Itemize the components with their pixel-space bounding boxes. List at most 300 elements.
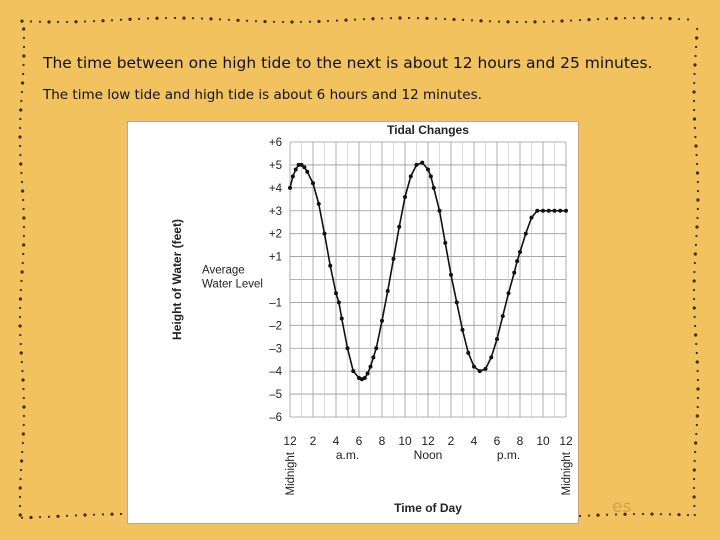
frame-dot [479, 19, 482, 22]
frame-dot [693, 117, 696, 120]
data-point [489, 355, 493, 359]
frame-dot [246, 20, 248, 22]
data-point [426, 168, 430, 172]
y-tick-label: +5 [268, 159, 282, 172]
frame-dot [696, 171, 699, 174]
frame-dot [66, 515, 68, 517]
data-point [478, 369, 482, 373]
data-point [337, 300, 341, 304]
frame-dot [155, 17, 158, 20]
data-point [294, 168, 298, 172]
frame-dot [642, 513, 644, 515]
frame-dot [692, 90, 695, 93]
frame-dot [695, 244, 697, 246]
frame-dot [300, 21, 302, 23]
chart-title: Tidal Changes [387, 123, 469, 137]
frame-dot [694, 460, 696, 462]
frame-dot [21, 370, 23, 372]
frame-dot [39, 516, 41, 518]
frame-dot [579, 515, 581, 517]
frame-dot [255, 20, 257, 22]
frame-dot [22, 54, 25, 57]
frame-dot [83, 513, 86, 516]
data-point [530, 216, 534, 220]
frame-dot [614, 17, 617, 20]
frame-dot [138, 18, 140, 20]
data-point [334, 291, 338, 295]
tidal-chart [128, 122, 578, 523]
data-point [524, 232, 528, 236]
data-point [443, 241, 447, 245]
frame-dot [533, 20, 536, 23]
frame-dot [694, 316, 696, 318]
frame-dot [102, 513, 104, 515]
frame-dot [74, 20, 77, 23]
frame-dot [309, 21, 311, 23]
frame-dot [19, 108, 22, 111]
frame-dot [579, 19, 581, 21]
data-point [374, 346, 378, 350]
frame-dot [693, 478, 695, 480]
data-point [305, 170, 309, 174]
frame-dot [506, 20, 509, 23]
y-tick-label: +4 [268, 182, 282, 195]
frame-dot [23, 46, 25, 48]
frame-dot [543, 21, 545, 23]
frame-dot [23, 235, 25, 237]
frame-dot [165, 17, 167, 19]
data-point [369, 365, 373, 369]
frame-dot [39, 21, 41, 23]
frame-dot [693, 289, 695, 291]
frame-dot [363, 18, 365, 20]
midnight-start-label: Midnight [285, 452, 297, 496]
frame-dot [19, 505, 21, 507]
frame-dot [22, 27, 25, 30]
frame-dot [19, 486, 22, 489]
frame-dot [22, 442, 24, 444]
frame-dot [696, 424, 698, 426]
frame-dot [471, 19, 473, 21]
frame-dot [20, 343, 22, 345]
data-point [409, 174, 413, 178]
data-point [291, 174, 295, 178]
frame-dot [696, 360, 699, 363]
frame-dot [596, 514, 599, 517]
frame-dot [693, 279, 696, 282]
frame-dot [633, 513, 635, 515]
frame-dot [694, 514, 696, 516]
frame-dot [22, 243, 25, 246]
frame-dot [19, 513, 22, 516]
frame-dot [19, 127, 21, 129]
frame-dot [498, 20, 500, 22]
data-point [512, 271, 516, 275]
watermark: es [612, 497, 632, 517]
frame-dot [19, 307, 21, 309]
data-point [535, 209, 539, 213]
frame-dot [23, 415, 25, 417]
frame-dot [660, 513, 662, 515]
frame-dot [21, 517, 23, 519]
frame-dot [697, 208, 699, 210]
frame-dot [693, 306, 696, 309]
x-tick-label: 12 [421, 434, 435, 448]
frame-dot [209, 17, 212, 20]
y-tick-label: Average [202, 264, 245, 277]
frame-dot [22, 405, 25, 408]
y-tick-label: +3 [268, 205, 282, 218]
data-point [386, 289, 390, 293]
frame-dot [110, 513, 113, 516]
frame-dot [693, 495, 696, 498]
frame-dot [693, 271, 695, 273]
frame-dot [22, 64, 24, 66]
frame-dot [128, 18, 131, 21]
frame-dot [228, 19, 230, 21]
y-axis-label: Height of Water (feet) [170, 219, 184, 340]
frame-dot [693, 82, 695, 84]
frame-dot [694, 136, 696, 138]
frame-dot [697, 397, 699, 399]
frame-dot [696, 387, 699, 390]
frame-dot [29, 516, 32, 519]
frame-dot [693, 100, 695, 102]
data-point [495, 337, 499, 341]
frame-dot [694, 144, 697, 147]
frame-dot [597, 18, 599, 20]
frame-dot [22, 73, 24, 75]
frame-dot [687, 18, 689, 20]
data-point [429, 174, 433, 178]
frame-dot [694, 333, 697, 336]
x-tick-label: 2 [309, 434, 317, 448]
frame-dot [19, 154, 21, 156]
frame-dot [336, 20, 338, 22]
frame-dot [696, 414, 699, 417]
frame-dot [694, 252, 697, 255]
frame-dot [23, 37, 25, 39]
frame-dot [693, 73, 695, 75]
pm-label: p.m. [496, 448, 521, 462]
frame-dot [20, 20, 23, 23]
y-tick-label: +2 [268, 228, 282, 241]
frame-dot [693, 505, 695, 507]
frame-dot [22, 432, 25, 435]
tide-interval-statement: The time between one high tide to the next is about 12 hours and 25 minutes. [43, 54, 653, 72]
frame-dot [606, 514, 608, 516]
frame-dot [695, 235, 697, 237]
data-point [366, 371, 370, 375]
frame-dot [20, 100, 22, 102]
data-point [317, 202, 321, 206]
frame-dot [452, 18, 455, 21]
x-tick-label: 4 [470, 434, 478, 448]
data-point [472, 365, 476, 369]
y-tick-label: –2 [269, 320, 282, 333]
frame-dot [552, 20, 554, 22]
frame-dot [693, 109, 695, 111]
frame-dot [20, 270, 23, 273]
frame-dot [694, 55, 696, 57]
data-point [541, 209, 545, 213]
data-point [547, 209, 551, 213]
frame-dot [697, 379, 699, 381]
frame-dot [624, 17, 626, 19]
frame-dot [219, 18, 221, 20]
data-point [518, 250, 522, 254]
data-point [455, 300, 459, 304]
frame-dot [606, 18, 608, 20]
data-point [558, 209, 562, 213]
data-point [432, 186, 436, 190]
frame-dot [18, 324, 21, 327]
frame-dot [696, 198, 699, 201]
frame-dot [695, 46, 697, 48]
frame-dot [21, 361, 23, 363]
frame-dot [425, 17, 428, 20]
frame-dot [201, 17, 203, 19]
frame-dot [697, 181, 699, 183]
frame-dot [22, 208, 24, 210]
frame-dot [327, 20, 329, 22]
frame-dot [48, 516, 50, 518]
frame-dot [697, 370, 699, 372]
y-tick-label: +1 [268, 251, 282, 264]
frame-dot [22, 216, 25, 219]
x-tick-label: 12 [283, 434, 297, 448]
data-point [484, 367, 488, 371]
frame-dot [669, 513, 671, 515]
frame-dot [687, 514, 689, 516]
frame-dot [19, 297, 22, 300]
frame-dot [694, 441, 697, 444]
frame-dot [398, 16, 401, 19]
frame-dot [20, 459, 23, 462]
data-point [328, 264, 332, 268]
frame-dot [282, 21, 284, 23]
frame-dot [75, 514, 77, 516]
frame-dot [30, 20, 32, 22]
frame-dot [417, 17, 419, 19]
frame-dot [84, 20, 86, 22]
x-tick-label: 10 [536, 434, 550, 448]
data-point [363, 376, 367, 380]
frame-dot [273, 21, 275, 23]
data-point [507, 291, 511, 295]
frame-dot [371, 17, 374, 20]
frame-dot [19, 118, 21, 120]
data-point [340, 316, 344, 320]
frame-dot [192, 17, 194, 19]
frame-dot [93, 20, 95, 22]
frame-dot [19, 334, 21, 336]
midnight-end-label: Midnight [561, 452, 573, 496]
frame-dot [641, 16, 644, 19]
data-point [466, 351, 470, 355]
y-tick-label: +6 [268, 137, 282, 149]
frame-dot [20, 289, 22, 291]
frame-dot [695, 225, 698, 228]
data-point [501, 314, 505, 318]
frame-dot [695, 154, 697, 156]
frame-dot [20, 351, 23, 354]
frame-dot [435, 17, 437, 19]
frame-dot [22, 253, 24, 255]
frame-dot [182, 16, 185, 19]
frame-dot [19, 162, 22, 165]
chart-panel [127, 121, 579, 524]
frame-dot [19, 496, 21, 498]
data-point [553, 209, 557, 213]
frame-dot [693, 487, 695, 489]
x-tick-label: 10 [398, 434, 412, 448]
frame-dot [101, 19, 104, 22]
data-point [311, 181, 315, 185]
frame-dot [21, 378, 24, 381]
frame-dot [120, 19, 122, 21]
frame-dot [588, 514, 590, 516]
frame-dot [93, 514, 95, 516]
data-point [371, 355, 375, 359]
data-point [380, 319, 384, 323]
frame-dot [560, 19, 563, 22]
data-point [288, 186, 292, 190]
frame-dot [381, 17, 383, 19]
data-point [420, 161, 424, 165]
frame-dot [57, 21, 59, 23]
frame-dot [633, 17, 635, 19]
frame-dot [587, 18, 590, 21]
frame-dot [525, 21, 527, 23]
frame-dot [694, 262, 696, 264]
frame-dot [677, 513, 680, 516]
am-label: a.m. [335, 448, 360, 462]
y-tick-label: –3 [269, 343, 282, 356]
frame-dot [693, 298, 695, 300]
frame-dot [516, 21, 518, 23]
x-tick-label: 6 [493, 434, 501, 448]
frame-dot [570, 19, 572, 21]
noon-label: Noon [413, 448, 443, 462]
frame-dot [651, 17, 653, 19]
frame-dot [695, 343, 697, 345]
frame-dot [18, 135, 21, 138]
data-point [392, 257, 396, 261]
frame-dot [21, 189, 24, 192]
frame-dot [174, 17, 176, 19]
frame-dot [56, 515, 59, 518]
y-tick-label: –5 [269, 389, 282, 402]
frame-dot [21, 91, 23, 93]
frame-dot [650, 512, 653, 515]
x-tick-label: 8 [516, 434, 524, 448]
frame-dot [696, 163, 698, 165]
frame-dot [697, 406, 699, 408]
frame-dot [22, 262, 24, 264]
data-point [461, 328, 465, 332]
x-tick-label: 12 [559, 434, 573, 448]
frame-dot [22, 388, 24, 390]
data-point [346, 346, 350, 350]
frame-dot [696, 28, 698, 30]
data-point [415, 163, 419, 167]
data-point [323, 232, 327, 236]
frame-dot [462, 19, 464, 21]
data-point [515, 259, 519, 263]
frame-dot [489, 20, 491, 22]
data-point [351, 369, 355, 373]
x-tick-label: 4 [332, 434, 340, 448]
frame-dot [695, 36, 698, 39]
data-point [564, 209, 568, 213]
frame-dot [23, 226, 25, 228]
frame-dot [120, 513, 122, 515]
frame-dot [236, 19, 239, 22]
data-point [438, 209, 442, 213]
frame-dot [21, 181, 23, 183]
data-point [449, 273, 453, 277]
x-tick-label: 8 [378, 434, 386, 448]
frame-dot [444, 18, 446, 20]
frame-dot [317, 20, 320, 23]
frame-dot [693, 63, 696, 66]
frame-dot [22, 199, 24, 201]
y-tick-label: –4 [269, 366, 282, 379]
frame-dot [697, 190, 699, 192]
low-high-interval-statement: The time low tide and high tide is about 6 hours and 12 minutes. [43, 87, 482, 103]
y-tick-label: –1 [269, 297, 282, 310]
x-tick-label: 6 [355, 434, 363, 448]
data-point [397, 225, 401, 229]
frame-dot [660, 17, 662, 19]
frame-dot [695, 433, 697, 435]
frame-dot [23, 424, 25, 426]
frame-dot [694, 127, 696, 129]
frame-dot [47, 20, 50, 23]
frame-dot [66, 21, 68, 23]
data-point [403, 195, 407, 199]
frame-dot [19, 478, 21, 480]
frame-dot [19, 145, 21, 147]
frame-dot [694, 325, 696, 327]
frame-dot [19, 316, 21, 318]
data-point [302, 165, 306, 169]
frame-dot [21, 451, 23, 453]
frame-dot [390, 17, 392, 19]
frame-dot [696, 352, 698, 354]
frame-dot [668, 17, 671, 20]
frame-dot [20, 469, 22, 471]
frame-dot [694, 451, 696, 453]
frame-dot [693, 468, 696, 471]
frame-dot [344, 19, 347, 22]
frame-dot [408, 17, 410, 19]
frame-dot [263, 20, 266, 23]
frame-dot [354, 19, 356, 21]
x-axis-label: Time of Day [394, 501, 462, 515]
frame-dot [147, 17, 149, 19]
frame-dot [678, 18, 680, 20]
frame-dot [696, 217, 698, 219]
frame-dot [20, 280, 22, 282]
frame-dot [111, 19, 113, 21]
frame-dot [21, 81, 24, 84]
y-tick-label: –6 [269, 412, 282, 424]
frame-dot [23, 397, 25, 399]
frame-dot [20, 172, 22, 174]
frame-dot [290, 20, 293, 23]
